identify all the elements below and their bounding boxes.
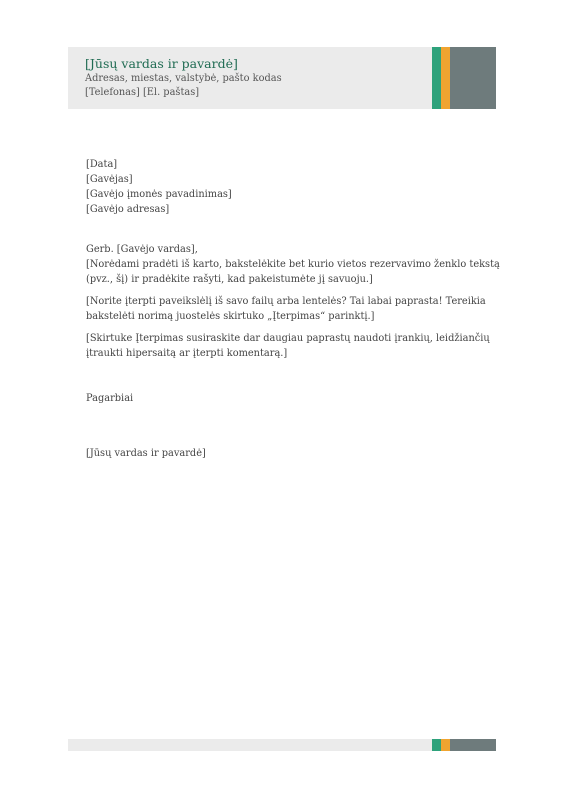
recipient-name[interactable]: [Gavėjas] [86,174,133,185]
accent-stripe-orange [441,47,450,109]
footer-stripe-gray [450,739,496,751]
paragraph-line: bakstelėti norimą juostelės skirtuko „Įterpimas“ parinktį.] [86,311,375,322]
accent-stripe-teal [432,47,441,109]
paragraph-line: [Skirtuke Įterpimas susiraskite dar daugiau paprastų naudoti įrankių, leidžiančių [86,333,490,344]
sender-name[interactable]: [Jūsų vardas ir pavardė] [85,56,238,71]
signature-name[interactable]: [Jūsų vardas ir pavardė] [86,448,206,459]
footer-stripe-orange [441,739,450,751]
recipient-address[interactable]: [Gavėjo adresas] [86,204,170,215]
body-paragraph[interactable] [86,257,506,287]
paragraph-line: įtraukti hipersaitą ar įterpti komentarą.] [86,348,288,359]
spacer [86,368,506,391]
paragraph-line: (pvz., šį) ir pradėkite rašyti, kad pakeistumėte jį savuoju.] [86,274,373,285]
body-paragraph[interactable] [86,294,506,324]
header-band [68,47,496,109]
spacer [86,406,506,446]
footer-stripe-teal [432,739,441,751]
letter-body [86,157,506,461]
accent-stripe-gray [450,47,496,109]
paragraph-line: [Norite įterpti paveikslėlį iš savo failų arba lentelės? Tai labai paprasta! Tereikia [86,296,486,307]
footer-band [68,739,496,751]
salutation[interactable]: Gerb. [Gavėjo vardas], [86,244,198,255]
recipient-block [86,172,506,217]
sender-contact[interactable]: [Telefonas] [El. paštas] [85,87,200,98]
recipient-company[interactable]: [Gavėjo įmonės pavadinimas] [86,189,232,200]
closing[interactable]: Pagarbiai [86,393,134,404]
sender-block [85,56,282,100]
body-paragraph[interactable] [86,331,506,361]
letter-date[interactable]: [Data] [86,159,118,170]
paragraph-line: [Norėdami pradėti iš karto, bakstelėkite bet kurio vietos rezervavimo ženklo tekstą [86,259,500,270]
sender-address[interactable]: Adresas, miestas, valstybė, pašto kodas [85,73,282,84]
